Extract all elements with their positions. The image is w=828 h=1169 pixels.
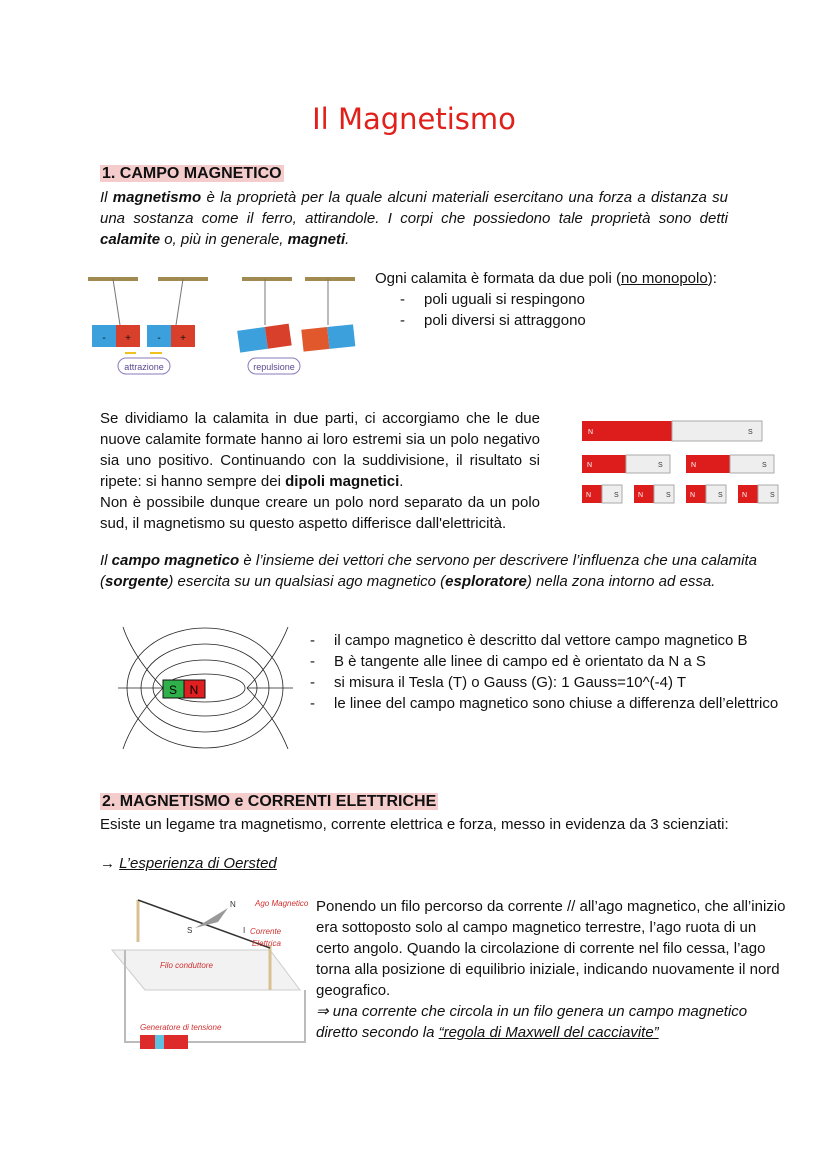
poles-list [398,289,586,331]
oersted-text: Ponendo un filo percorso da corrente // all’ago magnetico, che all’inizio era sottoposto solo al campo magnetico terrestre, l’ago ruota di un certo angolo. Quando la circolazione di corrente nel filo cessa, l’ago torna alla posizione di equilibrio iniziale, indicando nuovamente il nord geografico. ⇒ una corrente che circola in un filo genera un campo magnetico diretto secondo la “regola di Maxwell del cacciavite” [316,898,786,1041]
svg-text:Corrente: Corrente [250,927,282,936]
list-item: - poli uguali si respingono [398,289,586,310]
heading-text: 1. CAMPO MAGNETICO [102,165,282,182]
svg-text:-: - [157,333,161,344]
list-item: - B è tangente alle linee di campo ed è orientato da N a S [308,651,778,672]
svg-text:-: - [102,333,106,344]
svg-text:N: N [588,429,594,436]
attraction-repulsion-figure [80,265,380,380]
svg-text:S: S [187,926,193,935]
svg-text:N: N [586,492,592,499]
poles-text: Ogni calamita è formata da due poli (no monopolo): [375,270,717,287]
svg-text:N: N [230,900,236,909]
intro-paragraph: Il magnetismo è la proprietà per la quale alcuni materiali esercitano una forza a distanza su una sostanza come il ferro, attirandole. I corpi che possiedono tale proprietà sono detti calamite o, più in generale, magneti. [100,189,728,248]
list-item: - il campo magnetico è descritto dal vettore campo magnetico B [308,630,778,651]
divide-paragraph: Se dividiamo la calamita in due parti, ci accorgiamo che le due nuove calamite formate hanno ai loro estremi sia un polo negativo sia uno positivo. Continuando con la suddivisione, il risultato si ripete: si hanno sempre dei dipoli magnetici. Non è possibile dunque creare un polo nord separato da un polo sud, il magnetismo su questo aspetto differisce dall'elettricità. [100,410,540,532]
svg-text:S: S [718,492,723,499]
svg-text:+: + [180,333,186,344]
svg-text:Ago Magnetico: Ago Magnetico [255,899,309,908]
section-2-intro: Esiste un legame tra magnetismo, corrente elettrica e forza, messo in evidenza da 3 scienziati: [100,816,729,833]
svg-text:S: S [658,462,663,469]
svg-text:S: S [748,429,753,436]
svg-text:N: N [587,462,593,469]
svg-text:N: N [690,492,696,499]
oersted-subheading: → L’esperienza di Oersted [100,855,277,872]
section-2-heading [100,793,438,811]
svg-text:Elettrica: Elettrica [252,939,281,948]
svg-text:N: N [189,683,199,697]
svg-text:N: N [691,462,697,469]
svg-text:attrazione: attrazione [124,362,164,372]
page-title: Il Magnetismo [312,102,516,136]
field-lines-figure [118,622,293,752]
svg-text:S: S [168,683,178,697]
list-item: - poli diversi si attraggono [398,310,586,331]
svg-text:Filo conduttore: Filo conduttore [160,961,213,970]
svg-text:N: N [742,492,748,499]
svg-text:S: S [614,492,619,499]
svg-text:+: + [125,333,131,344]
field-definition: Il campo magnetico è l’insieme dei vettori che servono per descrivere l’influenza che una calamita (sorgente) esercita su un qualsiasi ago magnetico (esploratore) nella zona intorno ad essa. [100,552,757,590]
svg-text:Generatore di tensione: Generatore di tensione [140,1023,222,1032]
svg-text:I: I [243,926,246,935]
field-bullets [308,630,778,714]
svg-text:S: S [770,492,775,499]
svg-text:S: S [666,492,671,499]
list-item: - le linee del campo magnetico sono chiuse a differenza dell’elettrico [308,693,778,714]
svg-text:N: N [638,492,644,499]
list-item: - si misura il Tesla (T) o Gauss (G): 1 Gauss=10^(-4) T [308,672,778,693]
heading-text: 2. MAGNETISMO e CORRENTI ELETTRICHE [102,793,437,810]
svg-text:repulsione: repulsione [253,362,295,372]
svg-text:S: S [762,462,767,469]
section-1-heading [100,165,284,183]
oersted-figure [100,890,310,1060]
divided-magnets-figure [578,415,793,510]
